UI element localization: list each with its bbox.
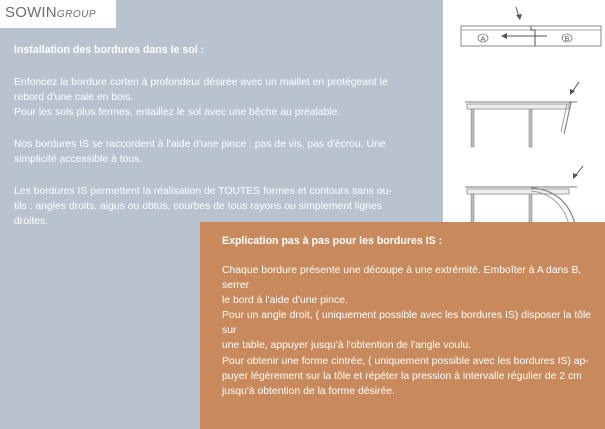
label-b: B (564, 36, 570, 43)
logo-group: GROUP (56, 9, 97, 20)
text-line: tils : angles droits, aigus ou obtus, courbes de tous rayons ou simplement lignes (14, 201, 382, 212)
text-line: jusqu'à obtention de la forme désirée. (222, 386, 395, 397)
text-line: Pour obtenir une forme cintrée, ( uniquement possible avec les bordures IS) ap- (222, 356, 589, 367)
text-line: Enfoncez la bordure corten à profondeur désirée avec un maillet en protégeant le (14, 77, 388, 88)
text-line: Pour un angle droit, ( uniquement possible avec les bordures IS) disposer la tôle sur (222, 310, 592, 336)
arrow-head (516, 14, 522, 20)
text-line: Nos bordures IS se raccordent à l'aide d'une pince : pas de vis, pas d'écrou. Une (14, 139, 386, 150)
text-line: droites. (14, 216, 49, 227)
explication-panel (200, 222, 605, 429)
installation-paragraph-1 (14, 75, 404, 120)
text-line: le bord à l'aide d'une pince. (222, 295, 348, 306)
explication-title: Explication pas à pas pour les bordures IS : (222, 235, 443, 247)
text-line: une table, appuyer jusqu'à l'obtention de l'angle voulu. (222, 340, 472, 351)
logo (0, 0, 116, 28)
explication-paragraph-2 (222, 308, 594, 353)
explication-paragraph-1 (222, 263, 594, 308)
illustrations (443, 0, 605, 244)
illustrations-svg (443, 0, 605, 244)
text-line: rebord d'une cale en bois. (14, 92, 134, 103)
installation-title-block (14, 43, 404, 58)
text-line: Les bordures IS permettent la réalisation de TOUTES formes et contours sans ou- (14, 186, 392, 197)
text-line: puyer légèrement sur la tôle et répéter la pression à intervalle régulier de 2 cm (222, 371, 582, 382)
explication-title-block (222, 234, 594, 249)
joint-diagram (461, 7, 601, 46)
installation-paragraph-2 (14, 137, 404, 167)
explication-paragraph-3 (222, 354, 594, 399)
logo-brand: SOWIN (5, 4, 57, 21)
right-angle-diagram (465, 82, 579, 147)
label-a: A (480, 36, 486, 43)
arrow-head (570, 89, 575, 95)
text-line: Pour les sols plus fermes, entaillez le sol avec une bêche au préalable. (14, 107, 341, 118)
text-line: Chaque bordure présente une découpe à une extrémité. Emboîter à A dans B, serrer (222, 265, 582, 291)
text-line: simplicité accessible à tous. (14, 154, 143, 165)
logo-text (5, 4, 96, 21)
installation-title: Installation des bordures dans le sol : (14, 44, 205, 56)
